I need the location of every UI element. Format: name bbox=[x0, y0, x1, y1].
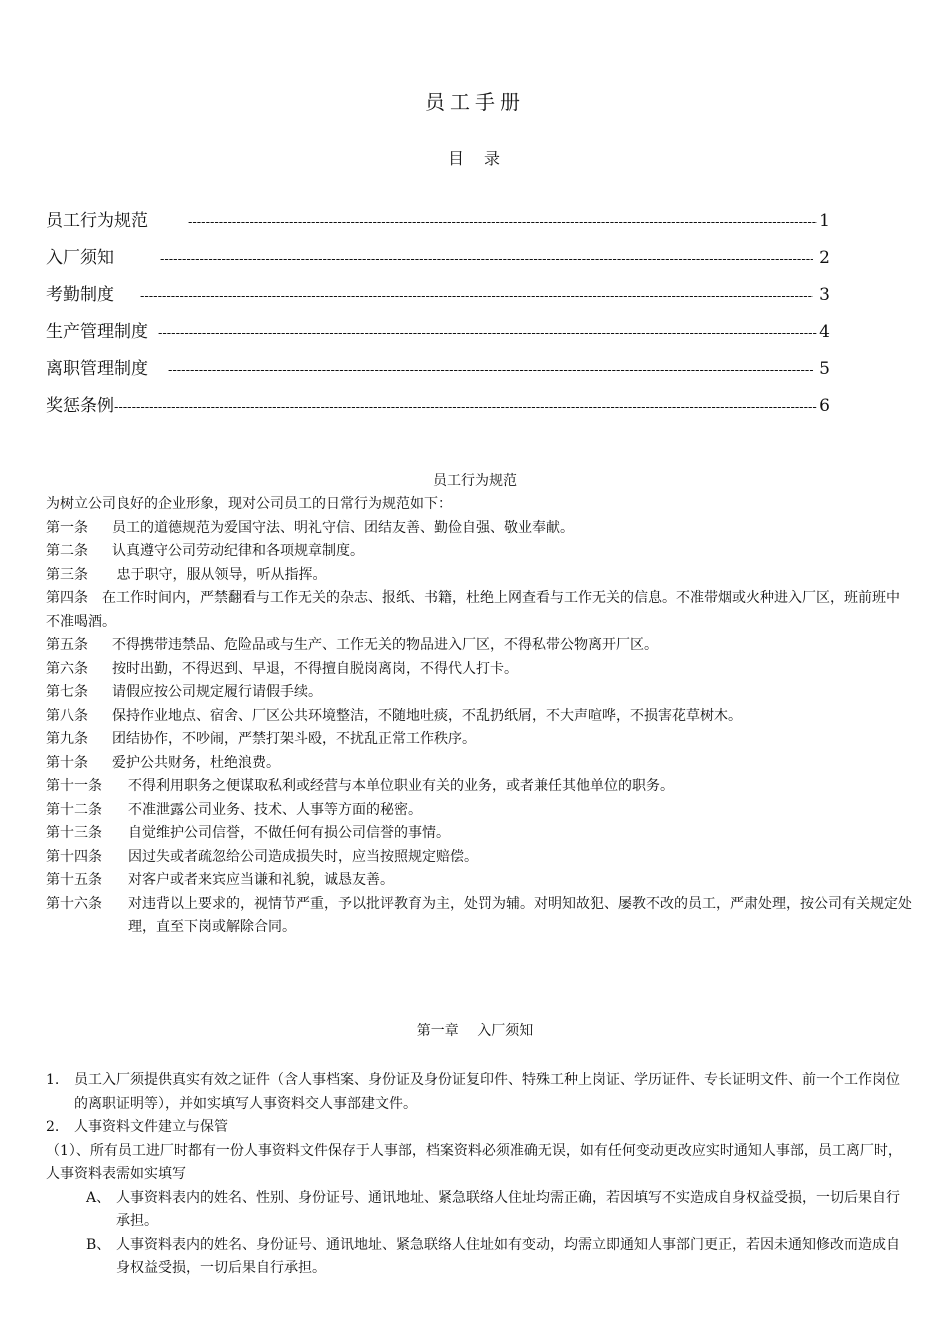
rule-text: 保持作业地点、宿舍、厂区公共环境整洁，不随地吐痰，不乱扔纸屑，不大声喧哗，不损害花草树木。 bbox=[112, 707, 742, 724]
list-text: 人事资料文件建立与保管 bbox=[74, 1119, 228, 1135]
toc-leader bbox=[140, 289, 813, 304]
toc-leader bbox=[168, 363, 813, 378]
sub-list-index: A、 bbox=[86, 1189, 111, 1206]
rule-text: 忠于职守，服从领导，听从指挥。 bbox=[112, 566, 327, 583]
sub-list-item bbox=[46, 1187, 912, 1234]
rule-item bbox=[46, 869, 912, 893]
rule-item bbox=[46, 893, 912, 940]
chapter-paragraph: （1）、所有员工进厂时都有一份人事资料文件保存于人事部，档案资料必须准确无误，如有任何变动更改应实时通知人事部，员工离厂时，人事资料表需如实填写 bbox=[46, 1142, 902, 1182]
toc-leader bbox=[158, 326, 817, 341]
list-text: 员工入厂须提供真实有效之证件（含人事档案、身份证及身份证复印件、特殊工种上岗证、学历证件、专长证明文件、前一个工作岗位的离职证明等），并如实填写人事资料交人事部建文件。 bbox=[74, 1072, 900, 1112]
rule-item bbox=[46, 564, 912, 588]
rule-item bbox=[46, 705, 912, 729]
toc-entry-page: 4 bbox=[819, 322, 830, 342]
toc-entry-label: 入厂须知 bbox=[46, 248, 114, 268]
rule-text: 对违背以上要求的，视情节严重，予以批评教育为主，处罚为辅。对明知故犯、屡教不改的员工，严肃处理，按公司有关规定处理，直至下岗或解除合同。 bbox=[128, 895, 912, 935]
toc-leader bbox=[114, 400, 817, 415]
toc-entry-label: 考勤制度 bbox=[46, 285, 114, 305]
rule-number: 第十一条 bbox=[46, 778, 102, 794]
rule-text: 对客户或者来宾应当谦和礼貌，诚恳友善。 bbox=[128, 872, 394, 888]
rule-text: 在工作时间内，严禁翻看与工作无关的杂志、报纸、书籍，杜绝上网查看与工作无关的信息。不准带烟或火种进入厂区，班前班中不准喝酒。 bbox=[46, 590, 900, 630]
toc-entry-page: 2 bbox=[819, 248, 830, 268]
rule-text: 员工的道德规范为爱国守法、明礼守信、团结友善、勤俭自强、敬业奉献。 bbox=[112, 519, 574, 536]
toc-leader bbox=[160, 252, 813, 267]
rule-text: 不得利用职务之便谋取私利或经营与本单位职业有关的业务，或者兼任其他单位的职务。 bbox=[128, 778, 674, 794]
rule-item bbox=[46, 728, 912, 752]
rule-text: 按时出勤，不得迟到、早退，不得擅自脱岗离岗，不得代人打卡。 bbox=[112, 660, 518, 677]
rule-item bbox=[46, 587, 912, 634]
rule-number: 第五条 bbox=[46, 637, 88, 653]
toc-entry[interactable] bbox=[46, 317, 830, 354]
toc-entry[interactable] bbox=[46, 391, 830, 428]
sub-list-text: 人事资料表内的姓名、性别、身份证号、通讯地址、紧急联络人住址均需正确，若因填写不实造成自身权益受损，一切后果自行承担。 bbox=[116, 1189, 900, 1229]
toc-entry-label: 生产管理制度 bbox=[46, 322, 148, 342]
rule-number: 第四条 bbox=[46, 590, 88, 606]
sub-list-item bbox=[46, 1234, 912, 1281]
list-index: 2. bbox=[46, 1119, 60, 1135]
conduct-intro: 为树立公司良好的企业形象，现对公司员工的日常行为规范如下： bbox=[46, 496, 452, 512]
sub-list-text: 人事资料表内的姓名、身份证号、通讯地址、紧急联络人住址如有变动，均需立即通知人事部门更正，若因未通知修改而造成自身权益受损，一切后果自行承担。 bbox=[116, 1236, 900, 1276]
rule-item bbox=[46, 540, 912, 564]
rule-item bbox=[46, 517, 912, 541]
rule-item bbox=[46, 658, 912, 682]
rule-number: 第十四条 bbox=[46, 848, 102, 865]
rule-text: 因过失或者疏忽给公司造成损失时，应当按照规定赔偿。 bbox=[128, 848, 478, 865]
toc-entry[interactable] bbox=[46, 354, 830, 391]
rule-text: 团结协作，不吵闹，严禁打架斗殴，不扰乱正常工作秩序。 bbox=[112, 731, 476, 747]
conduct-section bbox=[46, 493, 912, 940]
rule-number: 第七条 bbox=[46, 684, 88, 700]
toc-entry-page: 3 bbox=[819, 285, 830, 305]
toc-heading: 目 录 bbox=[447, 149, 502, 168]
rule-number: 第十三条 bbox=[46, 825, 102, 841]
table-of-contents bbox=[46, 206, 830, 428]
rule-number: 第八条 bbox=[46, 707, 88, 724]
document-title: 员工手册 bbox=[425, 90, 525, 114]
toc-entry-label: 奖惩条例 bbox=[46, 396, 114, 416]
toc-entry[interactable] bbox=[46, 243, 830, 280]
rule-item bbox=[46, 681, 912, 705]
list-index: 1. bbox=[46, 1072, 60, 1088]
toc-entry-page: 5 bbox=[819, 359, 830, 379]
rule-number: 第一条 bbox=[46, 519, 88, 536]
rule-text: 不准泄露公司业务、技术、人事等方面的秘密。 bbox=[128, 801, 422, 818]
toc-entry-page: 1 bbox=[819, 211, 830, 231]
rule-item bbox=[46, 775, 912, 799]
rule-item bbox=[46, 752, 912, 776]
rule-number: 第九条 bbox=[46, 731, 88, 747]
sub-list-index: B、 bbox=[86, 1236, 111, 1253]
list-item bbox=[46, 1116, 912, 1140]
rule-number: 第三条 bbox=[46, 566, 88, 583]
toc-entry[interactable] bbox=[46, 280, 830, 317]
rule-number: 第十二条 bbox=[46, 801, 102, 818]
chapter-section bbox=[46, 1069, 912, 1281]
rule-item bbox=[46, 846, 912, 870]
toc-entry-label: 离职管理制度 bbox=[46, 359, 148, 379]
rule-text: 爱护公共财务，杜绝浪费。 bbox=[112, 754, 280, 771]
rule-text: 自觉维护公司信誉，不做任何有损公司信誉的事情。 bbox=[128, 825, 450, 841]
rule-item bbox=[46, 799, 912, 823]
conduct-heading: 员工行为规范 bbox=[433, 473, 517, 489]
rule-number: 第十五条 bbox=[46, 872, 102, 888]
rule-number: 第十条 bbox=[46, 754, 88, 771]
rule-number: 第十六条 bbox=[46, 895, 102, 912]
toc-entry-page: 6 bbox=[819, 396, 830, 416]
rule-number: 第二条 bbox=[46, 543, 88, 559]
toc-leader bbox=[188, 215, 817, 230]
rule-item bbox=[46, 822, 912, 846]
toc-entry-label: 员工行为规范 bbox=[46, 211, 148, 231]
rule-item bbox=[46, 634, 912, 658]
rule-text: 请假应按公司规定履行请假手续。 bbox=[112, 684, 322, 700]
rule-number: 第六条 bbox=[46, 660, 88, 677]
rule-text: 认真遵守公司劳动纪律和各项规章制度。 bbox=[112, 543, 364, 559]
list-item bbox=[46, 1069, 912, 1116]
chapter-heading: 第一章 入厂须知 bbox=[416, 1023, 534, 1039]
toc-entry[interactable] bbox=[46, 206, 830, 243]
rule-text: 不得携带违禁品、危险品或与生产、工作无关的物品进入厂区，不得私带公物离开厂区。 bbox=[112, 637, 658, 653]
